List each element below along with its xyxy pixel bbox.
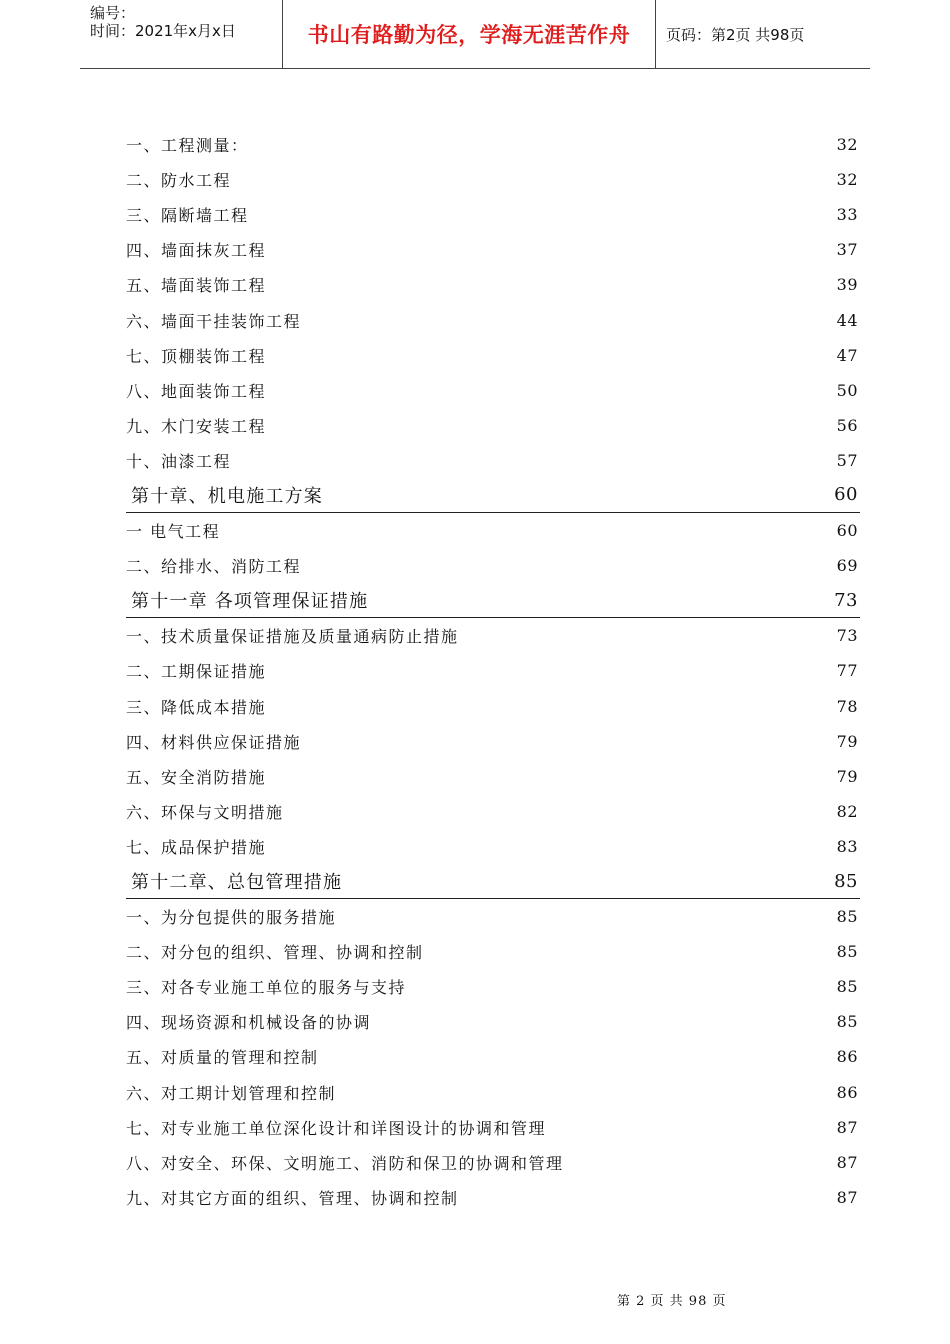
toc-entry-page-number: 73 <box>836 626 858 646</box>
toc-entry-page-number: 77 <box>836 661 858 681</box>
toc-entry[interactable] <box>126 127 860 162</box>
toc-entry-title: 三、隔断墙工程 <box>126 206 249 226</box>
toc-entry[interactable] <box>126 759 860 794</box>
toc-entry-page-number: 87 <box>836 1117 858 1137</box>
toc-entry-title: 九、对其它方面的组织、管理、协调和控制 <box>126 1188 459 1208</box>
toc-entry-page-number: 87 <box>836 1152 858 1172</box>
toc-entry-title: 六、环保与文明措施 <box>126 802 284 822</box>
toc-entry-title: 第十二章、总包管理措施 <box>131 872 343 894</box>
toc-entry[interactable] <box>126 829 860 864</box>
toc-entry-page-number: 85 <box>836 942 858 962</box>
toc-chapter-entry[interactable] <box>126 864 860 899</box>
toc-entry[interactable] <box>126 934 860 969</box>
toc-entry[interactable] <box>126 899 860 934</box>
toc-entry-title: 四、墙面抹灰工程 <box>126 241 267 261</box>
toc-entry-title: 二、给排水、消防工程 <box>126 557 302 577</box>
toc-entry[interactable] <box>126 689 860 724</box>
toc-entry-title: 四、现场资源和机械设备的协调 <box>126 1013 372 1033</box>
toc-entry[interactable] <box>126 408 860 443</box>
toc-entry[interactable] <box>126 794 860 829</box>
toc-entry-title: 七、顶棚装饰工程 <box>126 346 267 366</box>
toc-entry-title: 七、成品保护措施 <box>126 837 267 857</box>
page-footer: 第 2 页 共 98 页 <box>617 1294 727 1309</box>
toc-entry-page-number: 85 <box>834 870 858 892</box>
toc-entry-page-number: 78 <box>836 696 858 716</box>
toc-entry-page-number: 79 <box>836 731 858 751</box>
toc-entry-title: 八、对安全、环保、文明施工、消防和保卫的协调和管理 <box>126 1153 564 1173</box>
toc-entry-title: 三、对各专业施工单位的服务与支持 <box>126 978 407 998</box>
toc-entry-title: 五、安全消防措施 <box>126 767 267 787</box>
toc-entry[interactable] <box>126 1110 860 1145</box>
toc-entry[interactable] <box>126 724 860 759</box>
toc-entry-page-number: 56 <box>836 415 858 435</box>
toc-entry[interactable] <box>126 302 860 337</box>
toc-entry-title: 一、为分包提供的服务措施 <box>126 908 337 928</box>
toc-entry-title: 九、木门安装工程 <box>126 416 267 436</box>
toc-entry-title: 一、技术质量保证措施及质量通病防止措施 <box>126 627 459 647</box>
toc-entry[interactable] <box>126 618 860 653</box>
toc-entry[interactable] <box>126 513 860 548</box>
toc-entry-title: 五、墙面装饰工程 <box>126 276 267 296</box>
toc-entry[interactable] <box>126 969 860 1004</box>
toc-entry[interactable] <box>126 267 860 302</box>
toc-entry-title: 三、降低成本措施 <box>126 697 267 717</box>
toc-entry-page-number: 47 <box>836 345 858 365</box>
header-meta <box>80 0 282 68</box>
toc-entry[interactable] <box>126 653 860 688</box>
toc-entry-page-number: 85 <box>836 1012 858 1032</box>
toc-entry-title: 第十一章 各项管理保证措施 <box>131 591 369 613</box>
toc-entry-page-number: 85 <box>836 977 858 997</box>
toc-entry-page-number: 57 <box>836 450 858 470</box>
toc-entry[interactable] <box>126 162 860 197</box>
page-header <box>80 0 870 69</box>
toc-entry[interactable] <box>126 197 860 232</box>
toc-entry-title: 五、对质量的管理和控制 <box>126 1048 319 1068</box>
toc-entry-page-number: 39 <box>836 275 858 295</box>
toc-entry[interactable] <box>126 338 860 373</box>
toc-entry[interactable] <box>126 373 860 408</box>
toc-entry[interactable] <box>126 1180 860 1215</box>
toc-entry-title: 八、地面装饰工程 <box>126 381 267 401</box>
toc-entry-page-number: 32 <box>836 170 858 190</box>
toc-entry-title: 六、墙面干挂装饰工程 <box>126 311 302 331</box>
toc-entry-title: 二、防水工程 <box>126 171 232 191</box>
toc-chapter-entry[interactable] <box>126 583 860 618</box>
toc-entry-page-number: 50 <box>836 380 858 400</box>
toc-entry[interactable] <box>126 1004 860 1039</box>
table-of-contents <box>126 127 860 1215</box>
toc-entry-title: 第十章、机电施工方案 <box>131 485 323 507</box>
toc-entry-page-number: 86 <box>836 1047 858 1067</box>
toc-entry-title: 七、对专业施工单位深化设计和详图设计的协调和管理 <box>126 1118 547 1138</box>
toc-entry-title: 一 电气工程 <box>126 522 221 542</box>
toc-entry[interactable] <box>126 1039 860 1074</box>
toc-entry-page-number: 33 <box>836 205 858 225</box>
toc-entry[interactable] <box>126 1075 860 1110</box>
toc-entry-title: 一、工程测量： <box>126 136 249 156</box>
toc-chapter-entry[interactable] <box>126 478 860 513</box>
toc-entry-title: 二、对分包的组织、管理、协调和控制 <box>126 943 424 963</box>
toc-entry-title: 四、材料供应保证措施 <box>126 732 302 752</box>
document-number-label: 编号： <box>90 4 136 22</box>
header-page-info: 页码：第2页 共98页 <box>666 25 805 44</box>
toc-entry-page-number: 37 <box>836 240 858 260</box>
toc-entry[interactable] <box>126 443 860 478</box>
toc-entry-page-number: 60 <box>834 484 858 506</box>
toc-entry[interactable] <box>126 548 860 583</box>
toc-entry-title: 十、油漆工程 <box>126 451 232 471</box>
header-motto: 书山有路勤为径，学海无涯苦作舟 <box>282 0 656 68</box>
toc-entry-title: 二、工期保证措施 <box>126 662 267 682</box>
toc-entry-page-number: 85 <box>836 907 858 927</box>
toc-entry-page-number: 32 <box>836 135 858 155</box>
toc-entry-page-number: 60 <box>836 521 858 541</box>
toc-entry-page-number: 87 <box>836 1187 858 1207</box>
toc-entry[interactable] <box>126 1145 860 1180</box>
toc-entry-page-number: 82 <box>836 801 858 821</box>
toc-entry-page-number: 79 <box>836 766 858 786</box>
toc-entry-title: 六、对工期计划管理和控制 <box>126 1083 337 1103</box>
toc-entry-page-number: 83 <box>836 836 858 856</box>
toc-entry[interactable] <box>126 232 860 267</box>
document-time-label: 时间：2021年x月x日 <box>90 22 236 40</box>
toc-entry-page-number: 86 <box>836 1082 858 1102</box>
toc-entry-page-number: 73 <box>834 589 858 611</box>
toc-entry-page-number: 44 <box>836 310 858 330</box>
toc-entry-page-number: 69 <box>836 556 858 576</box>
